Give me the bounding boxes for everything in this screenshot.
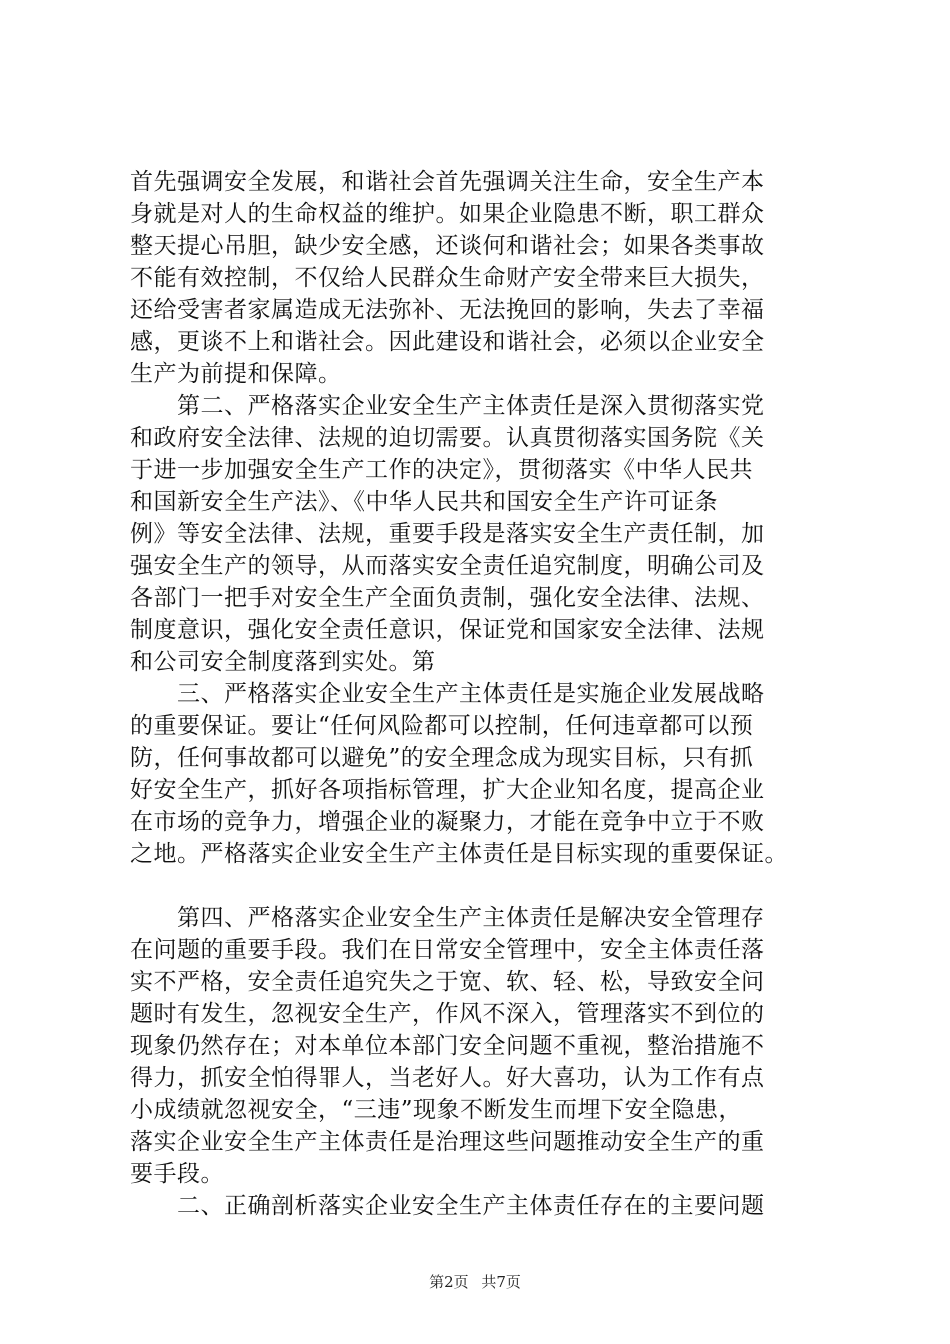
text-line: 例》等安全法律、法规，重要手段是落实安全生产责任制，加 (130, 521, 765, 547)
page-number-total: 共7页 (481, 1273, 521, 1291)
text-line: 题时有发生，忽视安全生产，作风不深入，管理落实不到位的 (130, 1001, 765, 1027)
text-line: 强安全生产的领导，从而落实安全责任追究制度，明确公司及 (130, 553, 765, 579)
page-footer (0, 1272, 950, 1292)
text-line: 于进一步加强安全生产工作的决定》，贯彻落实《中华人民共 (130, 457, 753, 483)
text-line: 和国新安全生产法》、《中华人民共和国安全生产许可证条 (130, 489, 718, 515)
text-line: 身就是对人的生命权益的维护。如果企业隐患不断，职工群众 (130, 201, 765, 227)
text-line: 三、严格落实企业安全生产主体责任是实施企业发展战略 (130, 681, 765, 707)
text-line: 防，任何事故都可以避免”的安全理念成为现实目标，只有抓 (130, 745, 754, 771)
text-line: 之地。严格落实企业安全生产主体责任是目标实现的重要保证。 (130, 841, 788, 867)
text-line: 和公司安全制度落到实处。第 (130, 649, 436, 675)
text-line: 第四、严格落实企业安全生产主体责任是解决安全管理存 (130, 905, 765, 931)
text-line: 制度意识，强化安全责任意识，保证党和国家安全法律、法规 (130, 617, 765, 643)
text-line: 实不严格，安全责任追究失之于宽、软、轻、松，导致安全问 (130, 969, 765, 995)
text-line: 还给受害者家属造成无法弥补、无法挽回的影响，失去了幸福 (130, 297, 765, 323)
blank-line (130, 870, 850, 902)
text-line: 小成绩就忽视安全，“三违”现象不断发生而埋下安全隐患， (130, 1097, 743, 1123)
text-line: 好安全生产，抓好各项指标管理，扩大企业知名度，提高企业 (130, 777, 765, 803)
text-line: 二、正确剖析落实企业安全生产主体责任存在的主要问题 (130, 1193, 765, 1219)
text-line: 在问题的重要手段。我们在日常安全管理中，安全主体责任落 (130, 937, 765, 963)
text-line: 落实企业安全生产主体责任是治理这些问题推动安全生产的重 (130, 1129, 765, 1155)
text-line: 和政府安全法律、法规的迫切需要。认真贯彻落实国务院《关 (130, 425, 765, 451)
text-line: 要手段。 (130, 1161, 224, 1187)
text-line: 现象仍然存在；对本单位本部门安全问题不重视，整治措施不 (130, 1033, 765, 1059)
text-line: 感，更谈不上和谐社会。因此建设和谐社会，必须以企业安全 (130, 329, 765, 355)
document-body (130, 166, 850, 1222)
text-line: 在市场的竞争力，增强企业的凝聚力，才能在竞争中立于不败 (130, 809, 765, 835)
text-line: 的重要保证。要让“任何风险都可以控制，任何违章都可以预 (130, 713, 754, 739)
text-line: 各部门一把手对安全生产全面负责制，强化安全法律、法规、 (130, 585, 765, 611)
text-line: 得力，抓安全怕得罪人，当老好人。好大喜功，认为工作有点 (130, 1065, 765, 1091)
page-number-current: 第2页 (429, 1273, 469, 1291)
text-line: 第二、严格落实企业安全生产主体责任是深入贯彻落实党 (130, 393, 765, 419)
text-line: 整天提心吊胆，缺少安全感，还谈何和谐社会；如果各类事故 (130, 233, 765, 259)
text-line: 生产为前提和保障。 (130, 361, 342, 387)
text-line: 首先强调安全发展，和谐社会首先强调关注生命，安全生产本 (130, 169, 765, 195)
text-line: 不能有效控制，不仅给人民群众生命财产安全带来巨大损失， (130, 265, 765, 291)
